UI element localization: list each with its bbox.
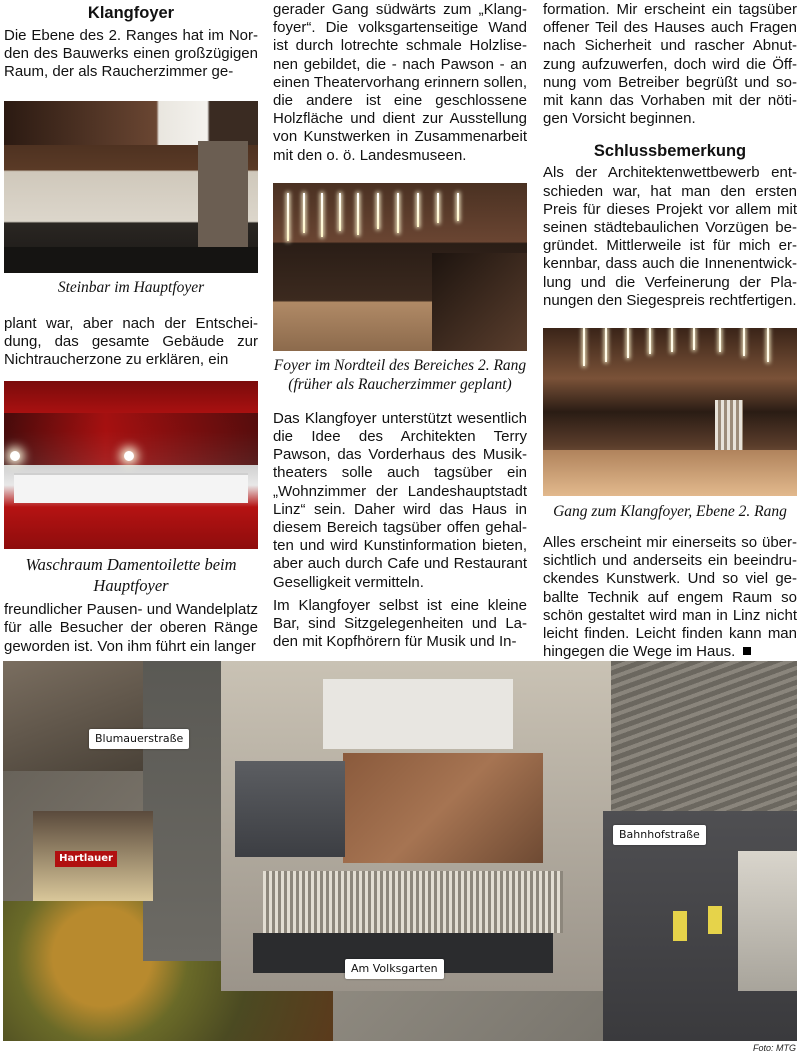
caption-steinbar: Steinbar im Hauptfoyer — [57, 278, 205, 296]
photo-steinbar — [4, 101, 258, 273]
column-1 — [4, 0, 258, 656]
label-bahnhofstrasse: Bahnhofstraße — [613, 825, 706, 845]
column-2 — [273, 0, 527, 651]
paragraph: Das Klangfoyer unterstützt wesentlich die Idee des Architekten Terry Pawson, das Vorderhaus des Musik-theaters solle auch tagsüber ein „Wohnzimmer der Landeshauptstadt Linz“ sein. Daher wird das Haus in diesem Bereich tagsüber offen gehal-ten und wird Kunstinformation bieten, aber auch durch Cafe und Restaurant Geselligkeit vermitteln. — [273, 409, 527, 591]
heading-klangfoyer: Klangfoyer — [87, 4, 175, 22]
photo-credit: Foto: MTG — [752, 1043, 796, 1053]
caption-foyer-nordteil: Foyer im Nordteil des Bereiches 2. Rang (früher als Raucherzimmer geplant) — [273, 356, 527, 393]
paragraph: Die Ebene des 2. Ranges hat im Nor-den des Bauwerks einen großzügigen Raum, der als Raucherzimmer ge- — [4, 27, 258, 81]
paragraph: Als der Architektenwettbewerb ent-schieden war, hat man den ersten Preis für dieses Projekt vor allem mit seinen städtebaulichen Vorzügen be-gründet. Mittlerweile ist für mich er-kennbar, dass auch die Innenentwick-lung und die Verfeinerung der Pla-nungen den Siegespreis rechtfertigen. — [543, 164, 797, 309]
paragraph: gerader Gang südwärts zum „Klang-foyer“. Die volksgartenseitige Wand ist durch lotrechte schmale Holzlise-nen gebildet, die - nach Pawson - an einen Theatervorhang erinnern sollen, die andere ist eine geschlossene Holzfläche und dient zur Ausstellung von Kunstwerken in Zusammenarbeit mit den o. ö. Landesmuseen. — [273, 1, 527, 164]
paragraph: freundlicher Pausen- und Wandelplatz für alle Besucher der oberen Ränge geworden ist. Von ihm führt ein langer — [4, 601, 258, 655]
heading-schlussbemerkung: Schlussbemerkung — [593, 142, 747, 161]
photo-gang-klangfoyer — [543, 328, 797, 496]
paragraph: Im Klangfoyer selbst ist eine kleine Bar, sind Sitzgelegenheiten und La-den mit Kopfhörern für Musik und In- — [273, 596, 527, 651]
column-3 — [543, 0, 797, 661]
label-blumauerstrasse: Blumauerstraße — [89, 729, 189, 749]
end-mark-icon — [743, 647, 751, 655]
aerial-photo — [3, 661, 797, 1041]
paragraph — [543, 534, 797, 661]
paragraph-text: Alles erscheint mir einerseits so über-sichtlich und anderseits ein beeindru-ckendes Kunstwerk. Und so viel ge-ballte Technik auf engem Raum so schön gestaltet wird man in Linz nicht leicht finden. Leicht finden kann man hingegen die Wege im Haus. — [543, 534, 797, 661]
hartlauer-sign: Hartlauer — [55, 851, 117, 867]
label-am-volksgarten: Am Volksgarten — [345, 959, 444, 979]
caption-gang-klangfoyer: Gang zum Klangfoyer, Ebene 2. Rang — [553, 503, 787, 521]
paragraph: plant war, aber nach der Entschei-dung, das gesamte Gebäude zur Nichtraucherzone zu erklären, ein — [4, 314, 258, 369]
paragraph: formation. Mir erscheint ein tagsüber offener Teil des Hauses auch Fragen nach Sicherheit und rascher Abnut-zung aufzuwerfen, doch wird die Öff-nung vom Betreiber begrüßt und so-mit kann das Vorhaben mit der nöti-gen Vorsicht beginnen. — [543, 1, 797, 128]
photo-waschraum — [4, 381, 258, 549]
photo-foyer-nordteil — [273, 183, 527, 351]
caption-waschraum: Waschraum Damentoilette beim Hauptfoyer — [25, 555, 237, 596]
